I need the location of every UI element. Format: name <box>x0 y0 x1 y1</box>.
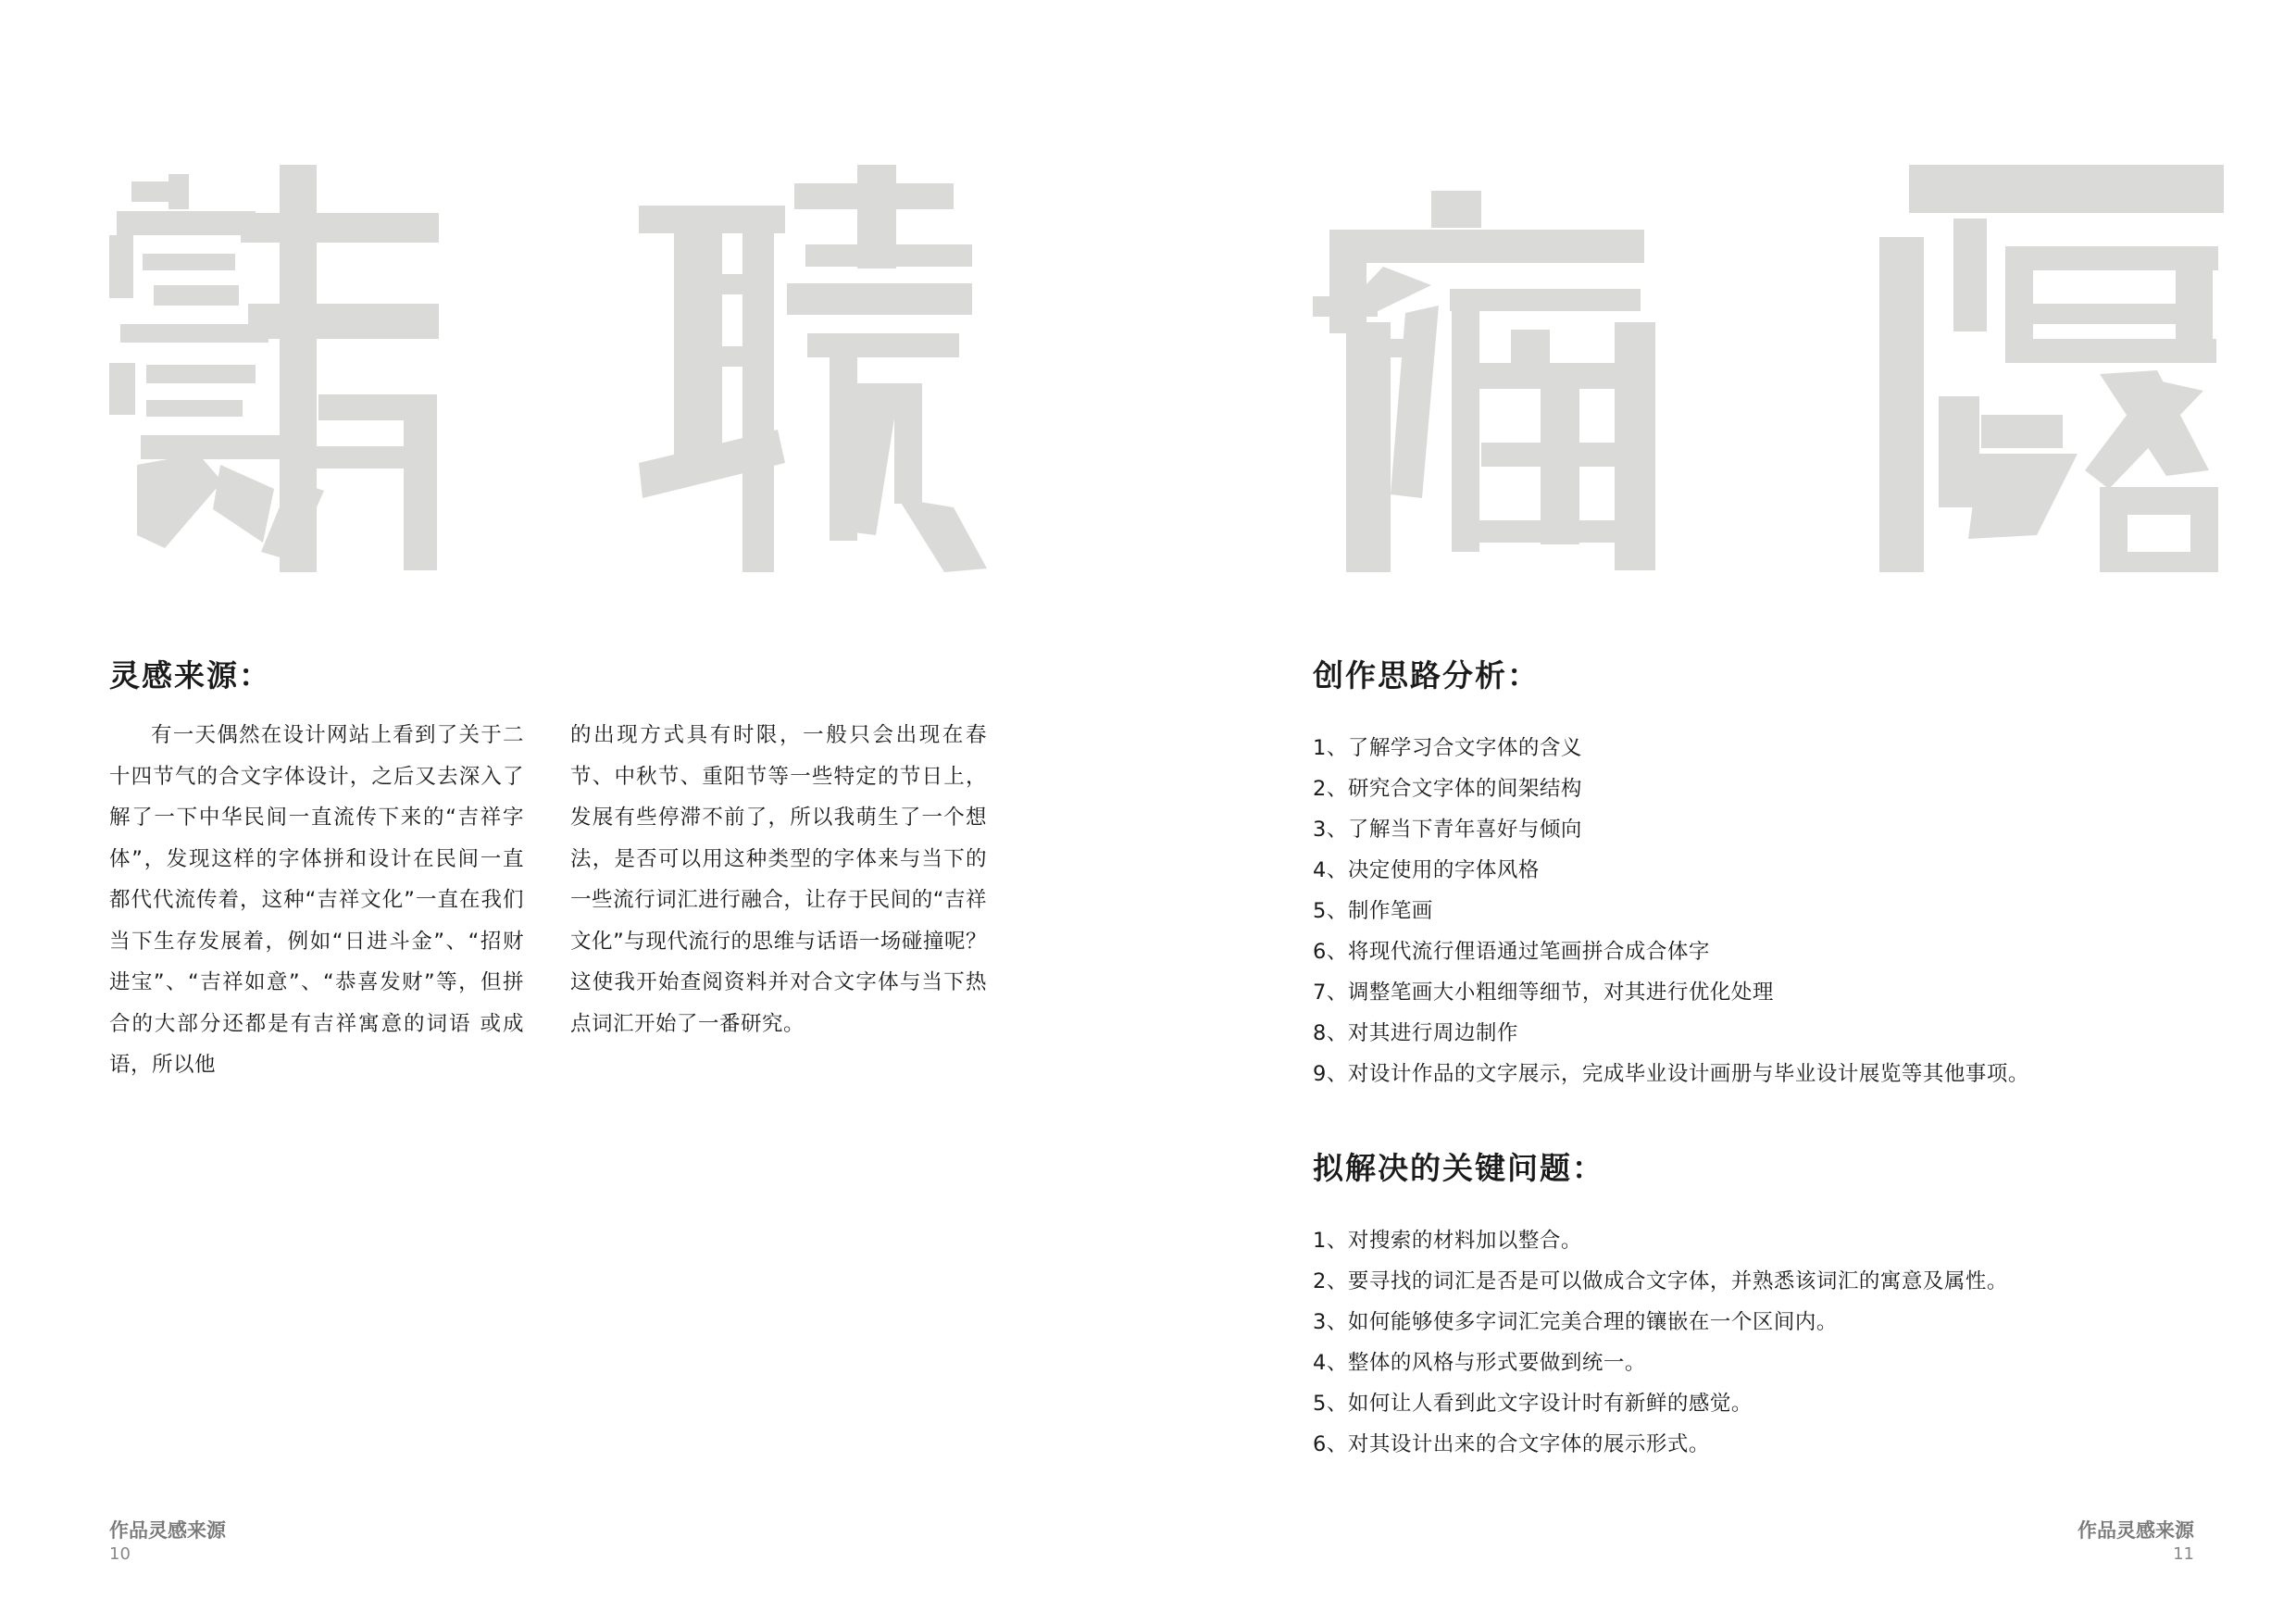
composite-character-lu-glyph-icon <box>1879 165 2224 572</box>
inspiration-heading: 灵感来源： <box>109 657 271 693</box>
list-item: 2、研究合文字体的间架结构 <box>1313 777 1582 801</box>
list-item: 8、对其进行周边制作 <box>1313 1021 1518 1045</box>
list-item: 4、整体的风格与形式要做到统一。 <box>1313 1351 1646 1375</box>
list-item: 5、如何让人看到此文字设计时有新鲜的感觉。 <box>1313 1392 1753 1416</box>
list-item: 2、要寻找的词汇是否是可以做成合文字体，并熟悉该词汇的寓意及属性。 <box>1313 1269 2008 1293</box>
left-footer <box>109 1518 226 1567</box>
page-number: 11 <box>2173 1544 2194 1564</box>
inspiration-column-2 <box>570 715 987 1044</box>
page-number: 10 <box>109 1544 131 1564</box>
footer-section-title: 作品灵感来源 <box>2078 1519 2194 1542</box>
list-item: 7、调整笔画大小粗细等细节，对其进行优化处理 <box>1313 981 1774 1005</box>
footer-section-title: 作品灵感来源 <box>109 1519 226 1542</box>
creative-analysis-heading: 创作思路分析： <box>1313 657 1540 693</box>
inspiration-paragraph-1: 有一天偶然在设计网站上看到了关于二十四节气的合文字体设计，之后又去深入了解了一下中华民间一直流传下来的“吉祥字体”，发现这样的字体拼和设计在民间一直都代代流传着，这种“吉祥文化”一直在我们当下生存发展着，例如“日进斗金”、“招财进宝”、“吉祥如意”、“恭喜发财”等，但拼合的大部分还都是有吉祥寓意的词语 或成语，所以他 <box>109 723 524 1077</box>
list-item: 4、决定使用的字体风格 <box>1313 858 1540 882</box>
list-item: 6、将现代流行俚语通过笔画拼合成合体字 <box>1313 940 1710 964</box>
list-item: 1、了解学习合文字体的含义 <box>1313 736 1582 760</box>
composite-character-shou-glyph-icon <box>1313 165 1666 572</box>
list-item: 3、如何能够使多字词汇完美合理的镶嵌在一个区间内。 <box>1313 1310 1838 1334</box>
key-problems-heading: 拟解决的关键问题： <box>1313 1150 1604 1186</box>
composite-character-qing-glyph-icon <box>109 165 459 572</box>
list-item: 5、制作笔画 <box>1313 899 1433 923</box>
creative-steps-list <box>1313 728 2029 1094</box>
inspiration-paragraph-2: 的出现方式具有时限，一般只会出现在春节、中秋节、重阳节等一些特定的节日上，发展有些停滞不前了，所以我萌生了一个想法，是否可以用这种类型的字体来与当下的一些流行词汇进行融合，让存于民间的“吉祥文化”与现代流行的思维与话语一场碰撞呢？这使我开始查阅资料并对合文字体与当下热点词汇开始了一番研究。 <box>570 723 987 1036</box>
list-item: 3、了解当下青年喜好与倾向 <box>1313 818 1582 842</box>
right-footer <box>2078 1518 2194 1567</box>
list-item: 9、对设计作品的文字展示，完成毕业设计画册与毕业设计展览等其他事项。 <box>1313 1062 2029 1086</box>
right-page <box>1148 0 2296 1624</box>
inspiration-column-1 <box>109 715 524 1086</box>
list-item: 6、对其设计出来的合文字体的展示形式。 <box>1313 1432 1710 1456</box>
composite-character-xiao-glyph-icon <box>639 165 989 572</box>
key-problems-list <box>1313 1220 2008 1465</box>
list-item: 1、对搜索的材料加以整合。 <box>1313 1229 1582 1253</box>
